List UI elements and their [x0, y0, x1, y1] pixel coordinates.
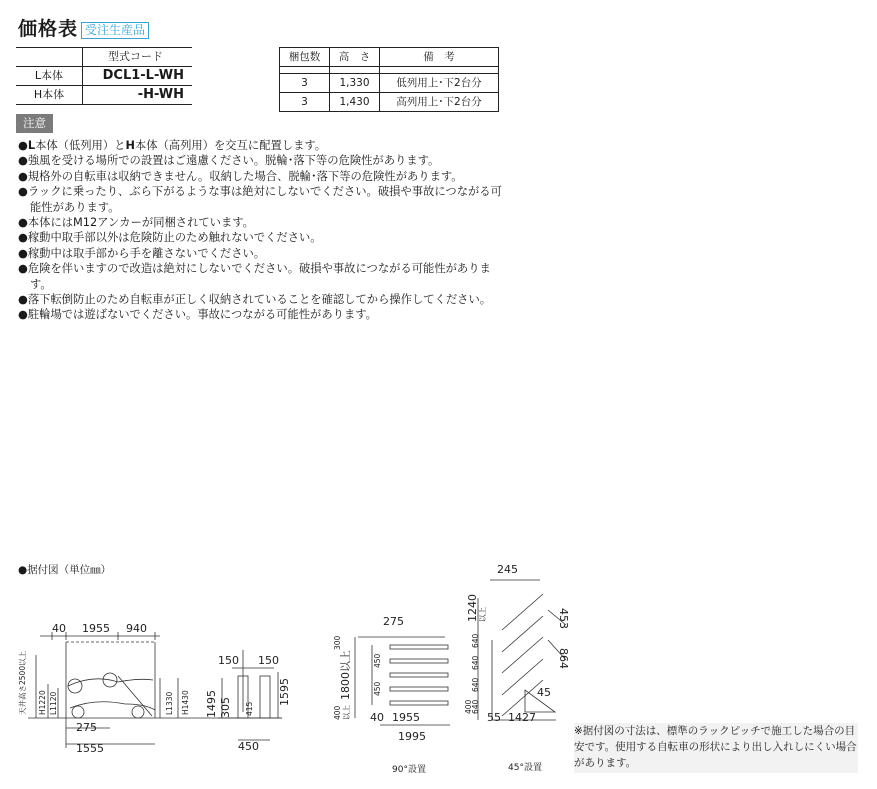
bullet: ● — [18, 246, 28, 260]
header-cell: 高 さ — [330, 48, 380, 67]
dim-label: 640 — [471, 633, 480, 648]
dim-label: 450 — [238, 740, 259, 753]
dim-label: 275 — [76, 721, 97, 734]
bullet: ● — [18, 216, 28, 230]
header-cell: 備 考 — [380, 48, 499, 67]
dim-label: 1955 — [82, 622, 110, 635]
note-text: 本体にはM12アンカーが同梱されています。 — [27, 216, 254, 230]
dim-label: 640 — [471, 655, 480, 670]
figure-caption: 45°設置 — [508, 763, 542, 773]
installation-remark: ※据付図の寸法は、標準のラックピッチで施工した場合の目安です。使用する自転車の形状により出し入れしにくい場合があります。 — [574, 723, 858, 773]
dim-label: 55 — [487, 711, 501, 724]
bullet: ● — [18, 139, 28, 152]
row-label: L本体 — [16, 67, 83, 86]
dim-label: 1800以上 — [339, 650, 352, 700]
note-text: 危険を伴いますので改造は絶対にしないでください。破損や事故につながる可能性があります。 — [27, 262, 491, 291]
dim-label: 40 — [52, 622, 66, 635]
dim-label: 940 — [126, 622, 147, 635]
dim-label: 864 — [557, 648, 570, 669]
bullet: ● — [18, 293, 28, 307]
model-code-header: 型式コード — [83, 48, 193, 67]
dim-label: 以上 — [342, 705, 351, 720]
dim-label: 1427 — [508, 711, 536, 724]
dim-label: 300 — [333, 635, 342, 650]
bullet: ● — [18, 169, 28, 183]
table-cell: 1,330 — [330, 74, 380, 93]
side-view-diagram — [28, 632, 282, 748]
made-to-order-badge: 受注生産品 — [81, 22, 149, 39]
dim-label: 305 — [219, 697, 232, 718]
figure-caption: 90°設置 — [392, 765, 426, 775]
bullet: ● — [18, 154, 28, 168]
dim-label: 245 — [497, 563, 518, 576]
note-text: ラックに乗ったり、ぶら下がるような事は絶対にしないでください。破損や事故につながる可能性があります。 — [27, 185, 502, 214]
note-text: 本体（高列用）を交互に配置します。 — [134, 139, 327, 152]
header-cell: 梱包数 — [280, 48, 330, 67]
dim-label: 40 — [370, 711, 384, 724]
dim-label: L1120 — [49, 691, 58, 715]
bold-text: H — [125, 139, 135, 152]
note-text: 落下転倒防止のため自転車が正しく収納されていることを確認してから操作してください。 — [27, 293, 492, 307]
dim-label: 453 — [557, 608, 570, 629]
dim-label: 1240 — [466, 594, 479, 622]
dim-label: L1330 — [165, 691, 174, 715]
dim-label: H1220 — [38, 690, 47, 715]
note-text: 稼動中は取手部から手を離さないでください。 — [27, 246, 266, 260]
bullet: ● — [18, 308, 28, 322]
angle-label: 45 — [537, 686, 551, 699]
note-text: 稼動中取手部以外は危険防止のため触れないでください。 — [27, 231, 322, 245]
dim-label: 400 — [464, 699, 473, 714]
pitch-label: 450 — [373, 653, 382, 668]
dim-label: 1555 — [76, 742, 104, 755]
bold-text: L — [27, 139, 36, 152]
table-cell: 低列用上･下2台分 — [380, 74, 499, 93]
table-cell: 3 — [280, 74, 330, 93]
bullet: ● — [18, 231, 28, 245]
dim-label: 1595 — [278, 678, 291, 706]
dim-label: 400 — [333, 705, 342, 720]
model-code: DCL1-L-WH — [83, 67, 193, 86]
dim-label: 1495 — [205, 690, 218, 718]
dim-label: 1955 — [392, 711, 420, 724]
dim-label: 150 — [258, 654, 279, 667]
pitch-label: 450 — [373, 681, 382, 696]
page-title: 価格表 — [18, 18, 79, 40]
model-code: -H-WH — [83, 86, 193, 105]
dim-label: H1430 — [181, 690, 190, 715]
bullet: ● — [18, 185, 28, 199]
note-text: 規格外の自転車は収納できません。収納した場合、脱輪･落下等の危険性があります。 — [27, 169, 463, 183]
table-cell: 3 — [280, 93, 330, 112]
dim-label: 1995 — [398, 730, 426, 743]
table-cell: 高列用上･下2台分 — [380, 93, 499, 112]
note-text: 強風を受ける場所での設置はご遠慮ください。脱輪･落下等の危険性があります。 — [27, 154, 440, 168]
notes-heading: 注意 — [16, 114, 53, 133]
dim-label: 640 — [471, 699, 480, 714]
table-cell: 1,430 — [330, 93, 380, 112]
dim-label: 150 — [218, 654, 239, 667]
row-label: H本体 — [16, 86, 83, 105]
note-text: 本体（低列用）と — [35, 139, 126, 152]
dim-label: 以上 — [478, 607, 487, 622]
plan-45-diagram — [478, 580, 566, 720]
installation-figure-label: ●据付図（単位㎜） — [18, 564, 112, 576]
bullet: ● — [18, 262, 28, 276]
dim-label: 640 — [471, 677, 480, 692]
dim-label: 415 — [245, 701, 254, 716]
note-text: 駐輪場では遊ばないでください。事故につながる可能性があります。 — [27, 308, 377, 322]
dim-label: 天井高さ2500以上 — [18, 650, 27, 715]
dim-label: 275 — [383, 615, 404, 628]
